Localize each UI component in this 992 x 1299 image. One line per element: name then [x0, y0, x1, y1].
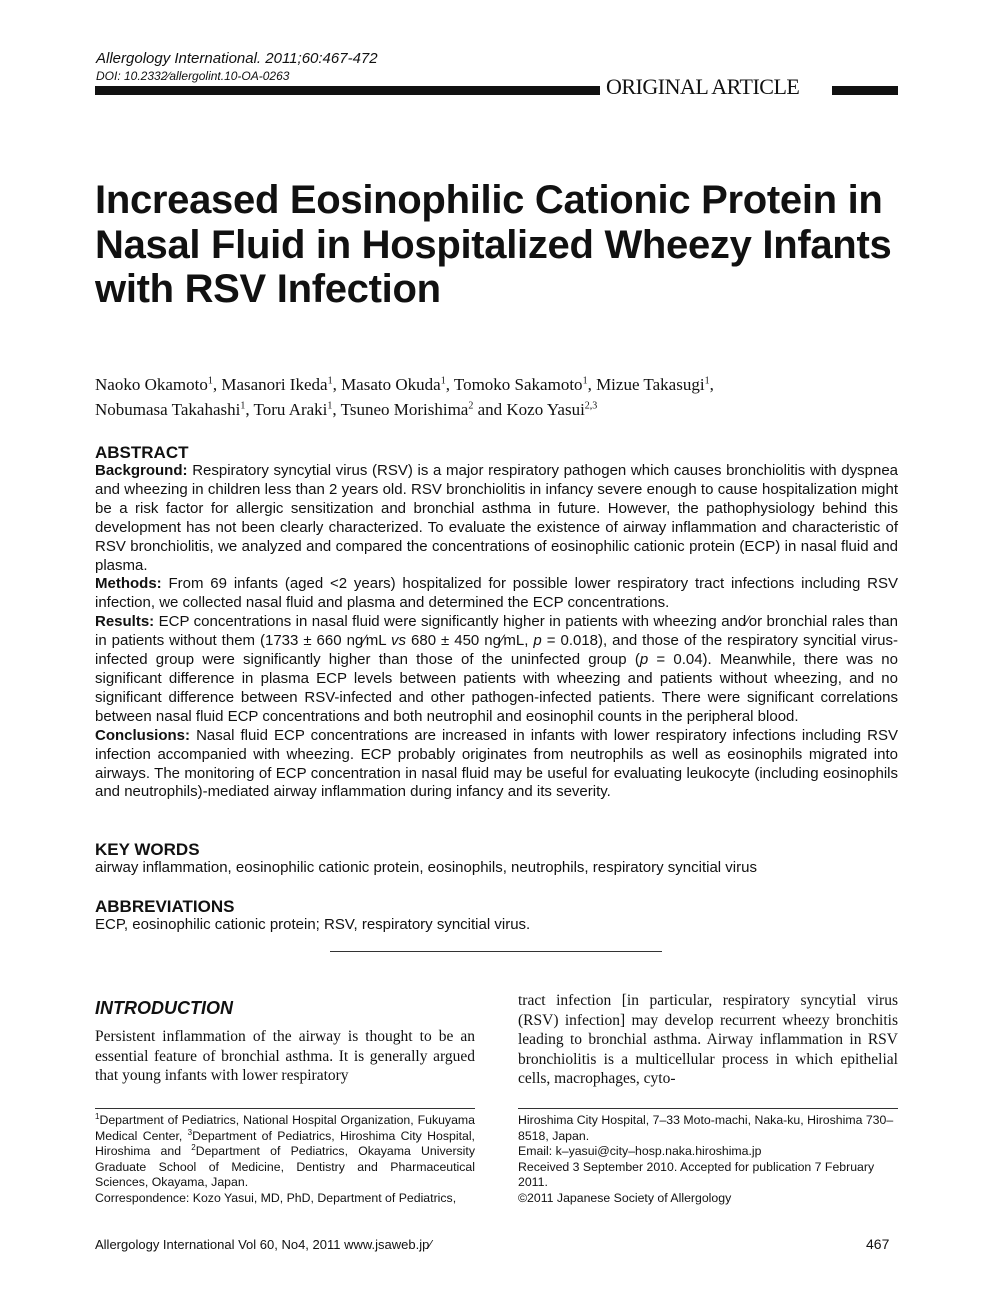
- header-rule-left: [95, 86, 600, 95]
- header-rule-right: [832, 86, 898, 95]
- author-separator: ,: [245, 400, 254, 419]
- received-dates: Received 3 September 2010. Accepted for publication 7 February 2011.: [518, 1159, 875, 1189]
- abbreviations-text: ECP, eosinophilic cationic protein; RSV, respiratory syncitial virus.: [95, 916, 531, 933]
- aff2-mark: 2: [191, 1142, 196, 1152]
- results-p-1: p: [533, 632, 542, 650]
- correspondence-footnote: [518, 1113, 898, 1206]
- affiliations-footnote: [95, 1113, 475, 1206]
- page-footer-journal: Allergology International Vol 60, No4, 2011 www.jsaweb.jp∕: [95, 1237, 432, 1252]
- author-name: Mizue Takasugi: [596, 375, 705, 394]
- author-separator: ,: [332, 400, 341, 419]
- footnote-rule-left: [95, 1108, 475, 1109]
- abstract-methods: [95, 575, 898, 613]
- introduction-column-right: tract infection [in particular, respiratory syncytial virus (RSV) infection] may develop recurrent wheezy bronchitis leading to bronchial asthma. Airway inflammation in RSV bronchiolitis is a multicellular process in which epithelial cells, macrophages, cyto-: [518, 992, 898, 1087]
- aff3-text: Department of Pediatrics, Hiroshima City Hospital, Hiroshima and: [95, 1128, 475, 1158]
- author-affiliation-mark: 1: [207, 375, 213, 387]
- abstract-background: [95, 462, 898, 575]
- correspondence: Correspondence: Kozo Yasui, MD, PhD, Department of Pediatrics,: [95, 1190, 457, 1205]
- author-separator: ,: [332, 375, 342, 394]
- aff1-text: Department of Pediatrics, National Hospital Organization, Fukuyama Medical Center,: [95, 1113, 475, 1143]
- background-label: Background:: [95, 462, 188, 479]
- methods-label: Methods:: [95, 575, 162, 593]
- author-list: [95, 372, 895, 422]
- abstract-body: [95, 462, 898, 802]
- footnote-rule-right: [518, 1108, 898, 1109]
- author-separator: ,: [212, 375, 222, 394]
- aff2-text: Department of Pediatrics, Okayama University Graduate School of Medicine, Dentistry and Pharmaceutical Sciences, Okayama, Japan.: [95, 1144, 475, 1189]
- author-name: Tomoko Sakamoto: [453, 375, 583, 394]
- author-name: Naoko Okamoto: [95, 375, 208, 394]
- keywords-heading: KEY WORDS: [95, 840, 200, 859]
- correspondence-email[interactable]: Email: k–yasui@city–hosp.naka.hiroshima.jp: [518, 1144, 762, 1158]
- methods-text: From 69 infants (aged <2 years) hospitalized for possible lower respiratory tract infections including RSV infection, we collected nasal fluid and plasma and determined the ECP concentrations.: [95, 575, 898, 612]
- introduction-heading: INTRODUCTION: [95, 998, 233, 1018]
- author-name: Masanori Ikeda: [221, 375, 328, 394]
- author-affiliation-mark: 1: [327, 400, 333, 412]
- background-text: Respiratory syncytial virus (RSV) is a major respiratory pathogen which causes bronchiolitis with dyspnea and wheezing in children less than 2 years old. RSV bronchiolitis in infancy severe enough to cause hospitalization might be a risk factor for allergic sensitization and bronchial asthma in future. However, the pathophysiology behind this development has not been clearly characterized. To evaluate the existence of airway inflammation and characteristic of RSV bronchiolitis, we analyzed and compared the concentrations of eosinophilic cationic protein (ECP) in nasal fluid and plasma.: [95, 462, 898, 574]
- aff1-mark: 1: [95, 1111, 100, 1121]
- author-affiliation-mark: 1: [440, 375, 446, 387]
- conclusions-label: Conclusions:: [95, 726, 191, 744]
- author-name: Masato Okuda: [341, 375, 441, 394]
- correspondence-address: Hiroshima City Hospital, 7–33 Moto-machi, Naka-ku, Hiroshima 730–8518, Japan.: [518, 1113, 894, 1143]
- author-separator: ,: [445, 375, 454, 394]
- author-affiliation-mark: 1: [327, 375, 333, 387]
- introduction-column-left: Persistent inflammation of the airway is thought to be an essential feature of bronchial asthma. It is generally argued that young infants with lower respiratory: [95, 1028, 475, 1084]
- page-number: 467: [866, 1236, 890, 1252]
- author-affiliation-mark: 1: [582, 375, 588, 387]
- journal-citation: Allergology International. 2011;60:467-472: [96, 50, 378, 67]
- results-label: Results:: [95, 613, 155, 631]
- affiliations: [95, 1113, 475, 1191]
- author-affiliation-mark: 2: [468, 400, 474, 412]
- copyright-notice: ©2011 Japanese Society of Allergology: [518, 1190, 732, 1205]
- author-separator: and: [473, 400, 507, 419]
- aff3-mark: 3: [187, 1127, 193, 1137]
- abstract-conclusions: [95, 727, 898, 803]
- results-vs: vs: [391, 632, 407, 650]
- author-name: Kozo Yasui: [506, 400, 585, 419]
- author-affiliation-mark: 1: [240, 400, 246, 412]
- abstract-heading: ABSTRACT: [95, 443, 189, 462]
- conclusions-text: Nasal fluid ECP concentrations are increased in infants with lower respiratory infections including RSV infection accompanied with wheezing. ECP probably originates from neutrophils as well as eosinophils migrated into airways. The monitoring of ECP concentration in nasal fluid may be useful for evaluating leukocyte (including eosinophils and neutrophils)-mediated airway inflammation during infancy and its severity.: [95, 726, 898, 801]
- results-text-2: 680 ± 450 ng∕mL,: [406, 632, 534, 650]
- author-affiliation-mark: 1: [704, 375, 710, 387]
- author-name: Toru Araki: [253, 400, 328, 419]
- keywords-text: airway inflammation, eosinophilic cationic protein, eosinophils, neutrophils, respiratory syncitial virus: [95, 859, 757, 876]
- abstract-results: [95, 613, 898, 726]
- doi-line: DOI: 10.2332∕allergolint.10-OA-0263: [96, 69, 290, 83]
- abbreviations-heading: ABBREVIATIONS: [95, 897, 235, 916]
- results-text-4: = 0.04). Meanwhile, there was no significant difference in plasma ECP levels between patients with wheezing and patients without wheezing, and no significant difference between RSV-infected and other pathogen-infected patients. There were significant correlations between nasal fluid ECP concentrations and both neutrophil and eosinophil counts in the peripheral blood.: [95, 651, 898, 725]
- article-title: Increased Eosinophilic Cationic Protein in Nasal Fluid in Hospitalized Wheezy Infants with RSV Infection: [95, 178, 892, 311]
- author-name: Tsuneo Morishima: [340, 400, 469, 419]
- section-divider: [330, 951, 662, 952]
- article-type-label: ORIGINAL ARTICLE: [606, 74, 800, 99]
- results-text-3: = 0.018), and those of the respiratory syncitial virus-infected group were significantly higher than those of the uninfected group (: [95, 632, 898, 669]
- results-p-2: p: [639, 651, 649, 669]
- author-separator: ,: [709, 375, 714, 394]
- results-text-1: ECP concentrations in nasal fluid were significantly higher in patients with wheezing and∕or bronchial rales than in patients without them (1733 ± 660 ng∕mL: [95, 613, 898, 650]
- author-separator: ,: [587, 375, 597, 394]
- author-affiliation-mark: 2,3: [584, 400, 598, 412]
- author-name: Nobumasa Takahashi: [95, 400, 241, 419]
